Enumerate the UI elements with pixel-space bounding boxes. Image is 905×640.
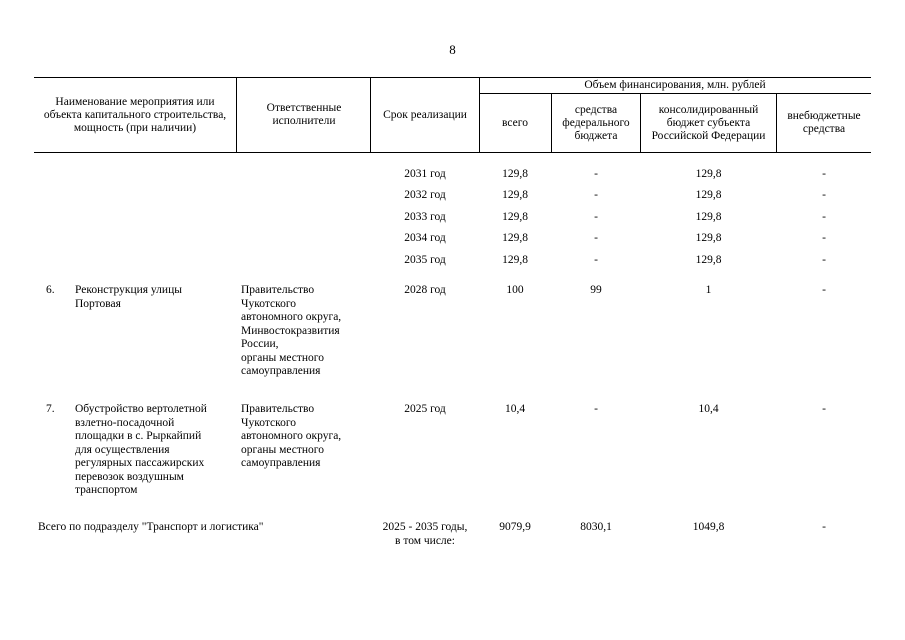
total-cell: 129,8	[502, 168, 528, 180]
offbudget-cell: -	[822, 254, 826, 266]
header-name: Наименование мероприятия или объекта капитального строительства, мощность (при наличии)	[43, 95, 227, 134]
header-divider	[370, 77, 371, 152]
header-divider	[776, 93, 777, 152]
summary-period: 2025 - 2035 годы, в том числе:	[382, 521, 468, 547]
summary-offbudget: -	[822, 521, 826, 533]
regional-cell: 129,8	[695, 232, 722, 244]
year-cell: 2033 год	[404, 211, 446, 223]
federal-cell: -	[594, 232, 598, 244]
item-responsible: Правительство Чукотского автономного округа, органы местного самоуправления	[241, 403, 342, 469]
offbudget-cell: -	[822, 284, 826, 296]
header-divider	[640, 93, 641, 152]
header-bottom-border	[34, 152, 871, 153]
regional-cell: 129,8	[695, 189, 722, 201]
offbudget-cell: -	[822, 232, 826, 244]
header-divider	[551, 93, 552, 152]
page-number: 8	[449, 42, 456, 57]
header-federal: средства федерального бюджета	[562, 103, 630, 142]
summary-label: Всего по подразделу "Транспорт и логистика"	[38, 521, 264, 533]
summary-total: 9079,9	[499, 521, 531, 533]
regional-cell: 129,8	[695, 254, 722, 266]
total-cell: 129,8	[502, 189, 528, 201]
year-cell: 2035 год	[404, 254, 446, 266]
offbudget-cell: -	[822, 403, 826, 415]
year-cell: 2031 год	[404, 168, 446, 180]
total-cell: 129,8	[502, 254, 528, 266]
header-period: Срок реализации	[383, 108, 467, 121]
item-responsible: Правительство Чукотского автономного округа, Минвостокразвития России, органы местного самоуправления	[241, 284, 342, 377]
offbudget-cell: -	[822, 168, 826, 180]
regional-cell: 129,8	[695, 211, 722, 223]
header-offbudget: внебюджетные средства	[787, 110, 861, 135]
federal-cell: -	[594, 403, 598, 415]
offbudget-cell: -	[822, 211, 826, 223]
item-number: 7.	[46, 403, 55, 415]
year-cell: 2032 год	[404, 189, 446, 201]
regional-cell: 1	[705, 284, 712, 296]
federal-cell: -	[594, 211, 598, 223]
header-responsible: Ответственные исполнители	[266, 102, 342, 127]
regional-cell: 129,8	[695, 168, 722, 180]
total-cell: 129,8	[502, 232, 528, 244]
federal-cell: -	[594, 254, 598, 266]
header-regional: консолидированный бюджет субъекта Российской Федерации	[651, 103, 766, 142]
item-period: 2025 год	[404, 403, 446, 415]
summary-regional: 1049,8	[692, 521, 725, 533]
year-cell: 2034 год	[404, 232, 446, 244]
total-cell: 100	[506, 284, 524, 296]
total-cell: 129,8	[502, 211, 528, 223]
header-divider	[236, 77, 237, 152]
total-cell: 10,4	[504, 403, 526, 415]
regional-cell: 10,4	[698, 403, 719, 415]
offbudget-cell: -	[822, 189, 826, 201]
summary-federal: 8030,1	[580, 521, 612, 533]
header-funding-group: Объем финансирования, млн. рублей	[584, 79, 766, 91]
item-number: 6.	[46, 284, 55, 296]
federal-cell: 99	[590, 284, 602, 296]
federal-cell: -	[594, 168, 598, 180]
item-name: Обустройство вертолетной взлетно-посадочной площадки в с. Рыркайпий для осуществления регулярных пассажирских перевозок воздушным транспортом	[75, 403, 207, 496]
federal-cell: -	[594, 189, 598, 201]
item-period: 2028 год	[404, 284, 446, 296]
item-name: Реконструкция улицы Портовая	[75, 284, 182, 310]
header-total: всего	[502, 116, 528, 129]
